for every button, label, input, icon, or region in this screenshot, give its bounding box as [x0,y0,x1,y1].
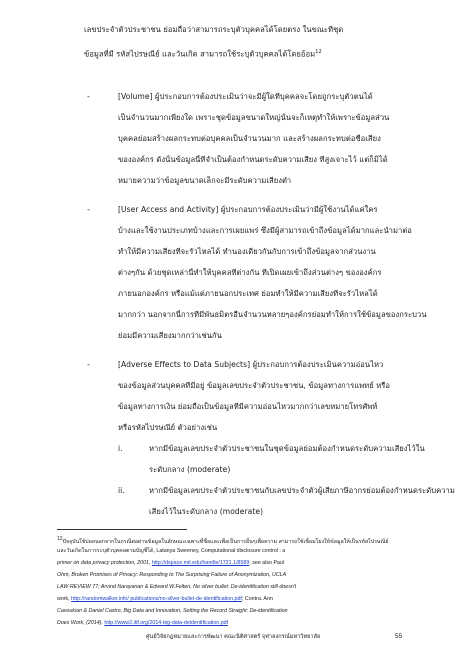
bullet-line: ต่างๆกัน ด้วยชุดเหล่านี้ทำให้บุคคลที่ต่างกัน ที่เปิดเผยเข้าถึงส่วนต่างๆ ขององค์กร [118,268,382,277]
paragraph-line [84,47,322,60]
footnote-line: Cavoukian & Daniel Castro, Big Data and Innovation, Setting the Record Straight: De-identification [57,608,288,614]
subitem-marker: i. [118,444,123,453]
footnote-link[interactable]: http://dspace.mit.edu/handle/1721.1/8589 [151,560,250,566]
bullet-line: บ้างและใช้งานประเภทบ้างและการเผยแพร่ ซึ่งมีผู้สามารถเข้าถึงข้อมูลได้มากและนำมาต่อ [118,226,412,235]
subitem-line: หากมีข้อมูลเลขประจำตัวประชาชนในชุดข้อมูลย่อมต้องกำหนดระดับความเสี่ยงไว้ใน [149,444,425,453]
footnote-link[interactable]: http://randomwalker.info/ publications/no-silver-bullet-de-identification.pdf [71,596,242,602]
bullet-line: [Volume] ผู้ประกอบการต้องประเมินว่าจะมีผู้ใดที่บุคคลจะโดยถูกระบุตัวตนได้ [118,92,373,101]
bullet-line: หรือรหัสไปรษณีย์ ตัวอย่างเช่น [118,423,218,432]
footnote-line: Does Work, (2014), http://www2.itif.org/2014-big-data-deidentification.pdf [57,620,229,626]
bullet-line: มากกว่า นอกจากนี้การที่มีพันธมิตรอื่นจำนวนหลายๆองค์กรย่อมทำให้การใช้ข้อมูลของกระบวน [118,310,427,319]
footnote-line: primer on data privacy protection, 2001, http://dspace.mit.edu/handle/1721.1/8589; see also Paul [57,560,285,566]
bullet-marker: - [87,92,90,101]
bullet-line: ขององค์กร ดังนั้นข้อมูลนี้ที่จำเป็นต้องกำหนดระดับความเสี่ยง ที่สูงเจาะไว้ แต่ก็มิได้ [118,155,388,164]
footnote-line: Ohm, Broken Promises of Privacy: Responding to The Surprising Failure of Anonymization, UCLA [57,572,287,578]
bullet-line: ของข้อมูลส่วนบุคคลที่มีอยู่ ข้อมูลเลขประจำตัวประชาชน, ข้อมูลทางการแพทย์ หรือ [118,381,391,390]
paragraph-text: ข้อมูลที่มี รหัสไปรษณีย์ และวันเกิด สามารถใช้ระบุตัวบุคคลได้โดยอ้อม [84,49,316,59]
footnote-line: LAW REVIEW 77; Arvind Narayanan & Edward W.Felten, No silver bullet: De-identification still doesn't [57,584,297,590]
bullet-marker: - [87,205,90,214]
subitem-line: หากมีข้อมูลเลขประจำตัวประชาชนกับเลขประจำตัวผู้เสียภาษีอากรย่อมต้องกำหนดระดับความ [149,486,455,495]
bullet-line: หมายความว่าข้อมูลขนาดเล็กจะมีระดับความเสี่ยงต่ำ [118,176,292,185]
footnote-line: work, http://randomwalker.info/ publications/no-silver-bullet-de-identification.pdf; Contra. Ann [57,596,273,602]
bullet-line: [Adverse Effects to Data Subjects] ผู้ประกอบการต้องประเมินความอ่อนไหว [118,360,384,369]
paragraph-line: เลขประจำตัวประชาชน ย่อมถือว่าสามารถระบุตัวบุคคลได้โดยตรง ในขณะที่ชุด [84,25,344,34]
bullet-line: ข้อมูลทางการเงิน ย่อมถือเป็นข้อมูลที่มีความอ่อนไหวมากกว่าเลขหมายโทรศัพท์ [118,402,378,411]
bullet-marker: - [87,360,90,369]
page-number: 55 [395,633,403,640]
bullet-line: ย่อมมีความเสี่ยงมากกว่าเช่นกัน [118,331,222,340]
bullet-line: บุคคลย่อมสร้างผลกระทบต่อบุคคลเป็นจำนวนมาก และสร้างผลกระทบต่อชื่อเสียง [118,134,381,143]
bullet-line: [User Access and Activity] ผู้ประกอบการต้องประเมินว่ามีผู้ใช้งานได้แค่ใคร [118,205,378,214]
bullet-line: ทำให้มีความเสี่ยงที่จะรั่วไหลได้ ทำนองเดียวกันกับการเข้าถึงข้อมูลจากส่วนงาน [118,247,376,256]
footnote-line: 12ปัจจุบันใช้บ่อยนอกจากในกรณีต่อผ่านข้อมูลในลักษณะเฉพาะที่ชื่อและเพื่อเป็นการอื่นๆเพื่อความ สามารถใช้เชื่อมโยงให้ข้อมูลให้เป็นรหัสไปรษณีย์ [57,536,389,545]
subitem-line: ระดับกลาง (moderate) [149,465,231,474]
footnote-line: และวันเกิดในการระบุตัวบุคคลตามบัญชีได้, Latanya Sweeney, Computational disclosure control : a [57,548,286,554]
bullet-line: ภายนอกองค์กร หรือแม้แต่ภายนอกประเทศ ย่อมทำให้มีความเสี่ยงที่จะรั่วไหลได้ [118,289,378,298]
page-footer: ศูนย์วิจัยกฎหมายและการพัฒนา คณะนิติศาสตร์ จุฬาลงกรณ์มหาวิทยาลัย [146,634,321,640]
footnote-separator [57,529,187,530]
footnote-link[interactable]: http://www2.itif.org/2014-big-data-deidentification.pdf [104,620,229,626]
footnote-reference[interactable]: 12 [315,49,322,55]
subitem-marker: ii. [118,486,125,495]
bullet-line: เป็นจำนวนมากเพียงใด เพราะชุดข้อมูลขนาดใหญ่นั้นจะก็เหตุทำให้เพราะข้อมูลส่วน [118,113,390,122]
subitem-line: เสี่ยงไว้ในระดับกลาง (moderate) [149,507,264,516]
footnote-marker: 12 [57,536,63,542]
